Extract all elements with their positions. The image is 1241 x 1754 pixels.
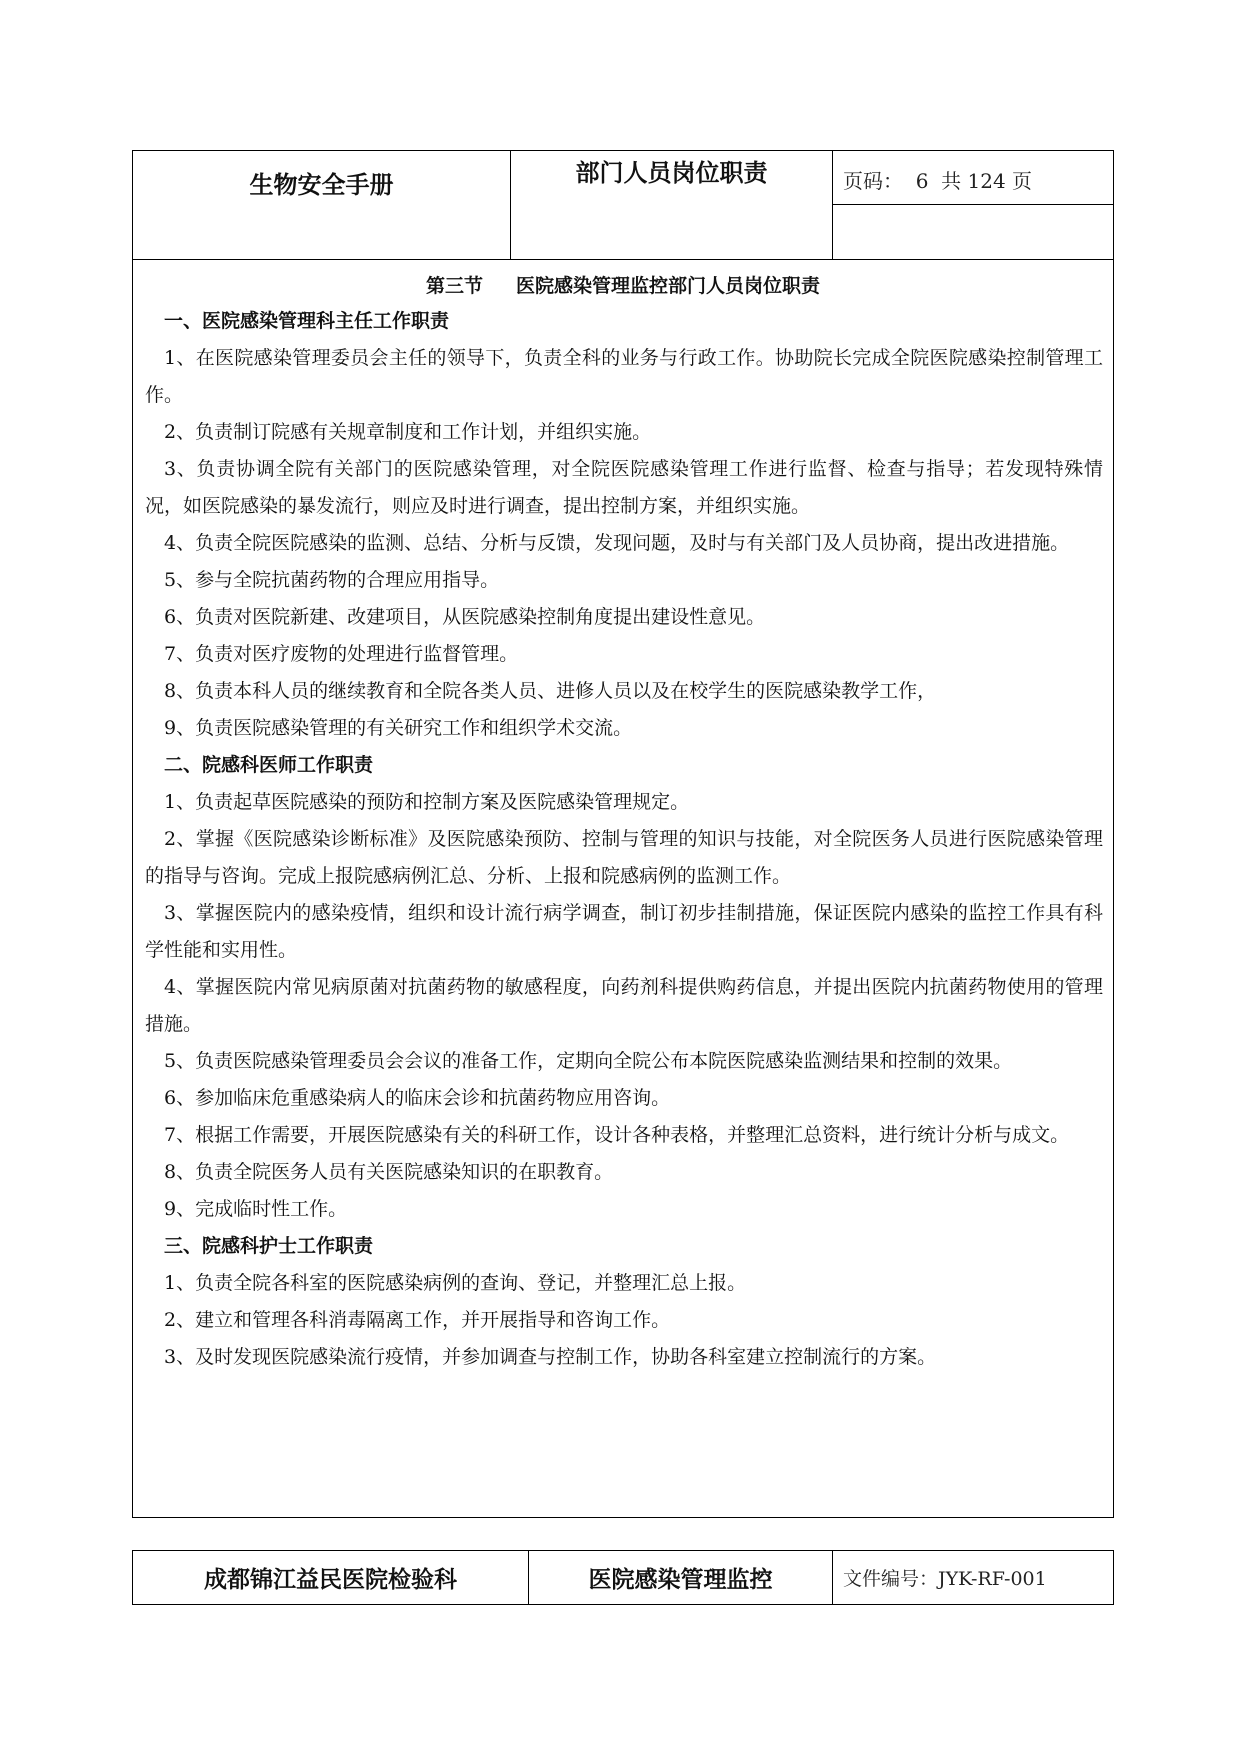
subsection-heading: 一、医院感染管理科主任工作职责	[164, 310, 450, 332]
footer-table	[132, 1550, 1114, 1605]
duty-paragraph: 1、在医院感染管理委员会主任的领导下，负责全科的业务与行政工作。协助院长完成全院医院感染控制管理工作。	[145, 347, 1103, 406]
duty-paragraph: 5、参与全院抗菌药物的合理应用指导。	[164, 569, 500, 591]
duty-paragraph: 8、负责全院医务人员有关医院感染知识的在职教育。	[164, 1161, 614, 1183]
subsection-heading: 三、院感科护士工作职责	[164, 1235, 374, 1257]
duty-paragraph: 7、负责对医疗废物的处理进行监督管理。	[164, 643, 519, 665]
duty-paragraph: 6、参加临床危重感染病人的临床会诊和抗菌药物应用咨询。	[164, 1087, 671, 1109]
doc-title: 部门人员岗位职责	[575, 158, 768, 187]
duty-paragraph: 7、根据工作需要，开展医院感染有关的科研工作，设计各种表格，并整理汇总资料，进行统计分析与成文。	[164, 1124, 1070, 1146]
subsection-heading: 二、院感科医师工作职责	[164, 754, 374, 776]
footer-dept: 医院感染管理监控	[529, 1551, 833, 1604]
manual-title: 生物安全手册	[249, 170, 394, 199]
duty-paragraph: 3、负责协调全院有关部门的医院感染管理，对全院医院感染管理工作进行监督、检查与指导；若发现特殊情况，如医院感染的暴发流行，则应及时进行调查，提出控制方案，并组织实施。	[145, 458, 1103, 517]
duty-paragraph: 1、负责起草医院感染的预防和控制方案及医院感染管理规定。	[164, 791, 690, 813]
page-info-cell	[833, 151, 1113, 259]
content-body	[145, 303, 1103, 1376]
duty-paragraph: 1、负责全院各科室的医院感染病例的查询、登记，并整理汇总上报。	[164, 1272, 747, 1294]
section-title: 第三节 医院感染管理监控部门人员岗位职责	[425, 275, 821, 297]
duty-paragraph: 2、建立和管理各科消毒隔离工作，并开展指导和咨询工作。	[164, 1309, 671, 1331]
page-info-row	[833, 151, 1113, 205]
content-box	[132, 259, 1114, 1518]
duty-paragraph: 6、负责对医院新建、改建项目，从医院感染控制角度提出建设性意见。	[164, 606, 766, 628]
duty-paragraph: 4、负责全院医院感染的监测、总结、分析与反馈，发现问题，及时与有关部门及人员协商，提出改进措施。	[164, 532, 1070, 554]
header-table	[132, 150, 1114, 260]
duty-paragraph: 9、完成临时性工作。	[164, 1198, 348, 1220]
duty-paragraph: 9、负责医院感染管理的有关研究工作和组织学术交流。	[164, 717, 633, 739]
page-number: 页码： 6 共 124 页	[843, 169, 1033, 193]
footer-doc-number: 文件编号：JYK-RF-001	[843, 1568, 1047, 1590]
doc-title-cell	[511, 151, 833, 259]
duty-paragraph: 2、掌握《医院感染诊断标准》及医院感染预防、控制与管理的知识与技能，对全院医务人员进行医院感染管理的指导与咨询。完成上报院感病例汇总、分析、上报和院感病例的监测工作。	[145, 828, 1103, 887]
duty-paragraph: 3、及时发现医院感染流行疫情，并参加调查与控制工作，协助各科室建立控制流行的方案。	[164, 1346, 937, 1368]
duty-paragraph: 3、掌握医院内的感染疫情，组织和设计流行病学调查，制订初步挂制措施，保证医院内感染的监控工作具有科学性能和实用性。	[145, 902, 1103, 961]
duty-paragraph: 5、负责医院感染管理委员会会议的准备工作，定期向全院公布本院医院感染监测结果和控制的效果。	[164, 1050, 1013, 1072]
manual-title-cell	[133, 151, 511, 259]
duty-paragraph: 4、掌握医院内常见病原菌对抗菌药物的敏感程度，向药剂科提供购药信息，并提出医院内抗菌药物使用的管理措施。	[145, 976, 1103, 1035]
footer-org: 成都锦江益民医院检验科	[133, 1551, 529, 1604]
duty-paragraph: 2、负责制订院感有关规章制度和工作计划，并组织实施。	[164, 421, 652, 443]
duty-paragraph: 8、负责本科人员的继续教育和全院各类人员、进修人员以及在校学生的医院感染教学工作，	[164, 680, 937, 702]
